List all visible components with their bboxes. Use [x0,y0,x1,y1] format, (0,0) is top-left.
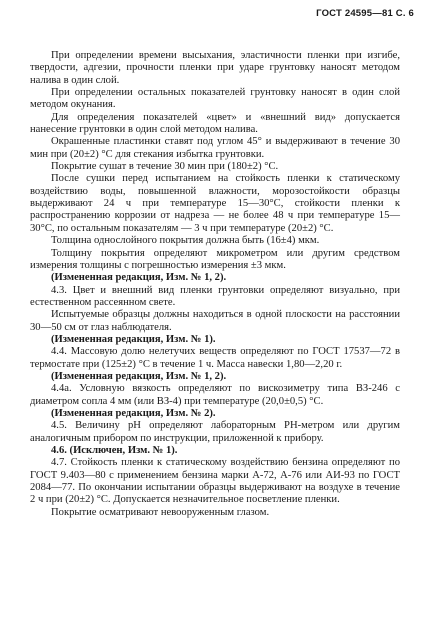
page-header: ГОСТ 24595—81 С. 6 [316,8,414,19]
paragraph: Окрашенные пластинки ставят под углом 45° и выдерживают в течение 30 мин при (20±2) °C для стекания избытка грунтовки. [30,136,400,160]
paragraph: 4.4. Массовую долю нелетучих веществ определяют по ГОСТ 17537—72 в термостате при (125±2) °C в течение 1 ч. Масса навески 1,80—2,20 г. [30,346,400,370]
paragraph: 4.4а. Условную вязкость определяют по вискозиметру типа ВЗ-246 с диаметром сопла 4 мм (или ВЗ-4) при температуре (20,0±0,5) °C. [30,383,400,407]
edition-note: (Измененная редакция, Изм. № 1). [51,333,216,345]
paragraph: Покрытие сушат в течение 30 мин при (180±2) °C. [51,161,279,173]
document-body [30,50,400,519]
paragraph: 4.7. Стойкость пленки к статическому воздействию бензина определяют по ГОСТ 9.403—80 с применением бензина марки А-72, А-76 или АИ-93 по ГОСТ 2084—77. По окончании испытании образцы выдерживают на воздухе в течение 2 ч при (20±2) °C. Допускается незначительное посветление пленки. [30,457,400,506]
paragraph: Для определения показателей «цвет» и «внешний вид» допускается нанесение грунтовки в один слой методом налива. [30,111,400,136]
edition-note: (Измененная редакция, Изм. № 1, 2). [51,370,227,382]
paragraph: Покрытие осматривают невооруженным глазом. [51,506,270,518]
paragraph: 4.5. Величину pH определяют лабораторным PH-метром или другим аналогичным прибором по инструкции, приложенной к прибору. [30,420,400,444]
paragraph: После сушки перед испытанием на стойкость пленки к статическому воздействию воды, повышенной влажности, морозостойкости образцы выдерживают 24 ч при температуре 15—30°C, стойкости пленки к распространению коррозии от надреза — не более 48 ч при температуре 15—30°C, по остальным показателям — 3 ч при температуре (20±2) °C. [30,173,400,234]
paragraph: Испытуемые образцы должны находиться в одной плоскости на расстоянии 30—50 см от глаз наблюдателя. [30,309,400,333]
paragraph: Толщину покрытия определяют микрометром или другим средством измерения толщины с погрешностью измерения ±3 мкм. [30,247,400,271]
paragraph: Толщина однослойного покрытия должна быть (16±4) мкм. [51,235,320,247]
edition-note: 4.6. (Исключен, Изм. № 1). [51,445,178,456]
paragraph: При определении времени высыхания, эластичности пленки при изгибе, твердости, адгезии, прочности пленки при ударе грунтовку наносят методом налива в один слой. [30,50,400,86]
paragraph: При определении остальных показателей грунтовку наносят в один слой методом окунания. [30,87,400,111]
paragraph: 4.3. Цвет и внешний вид пленки грунтовки определяют визуально, при естественном рассеянном свете. [30,284,400,308]
edition-note: (Измененная редакция, Изм. № 1, 2). [51,272,227,284]
edition-note: (Измененная редакция, Изм. № 2). [51,407,216,419]
